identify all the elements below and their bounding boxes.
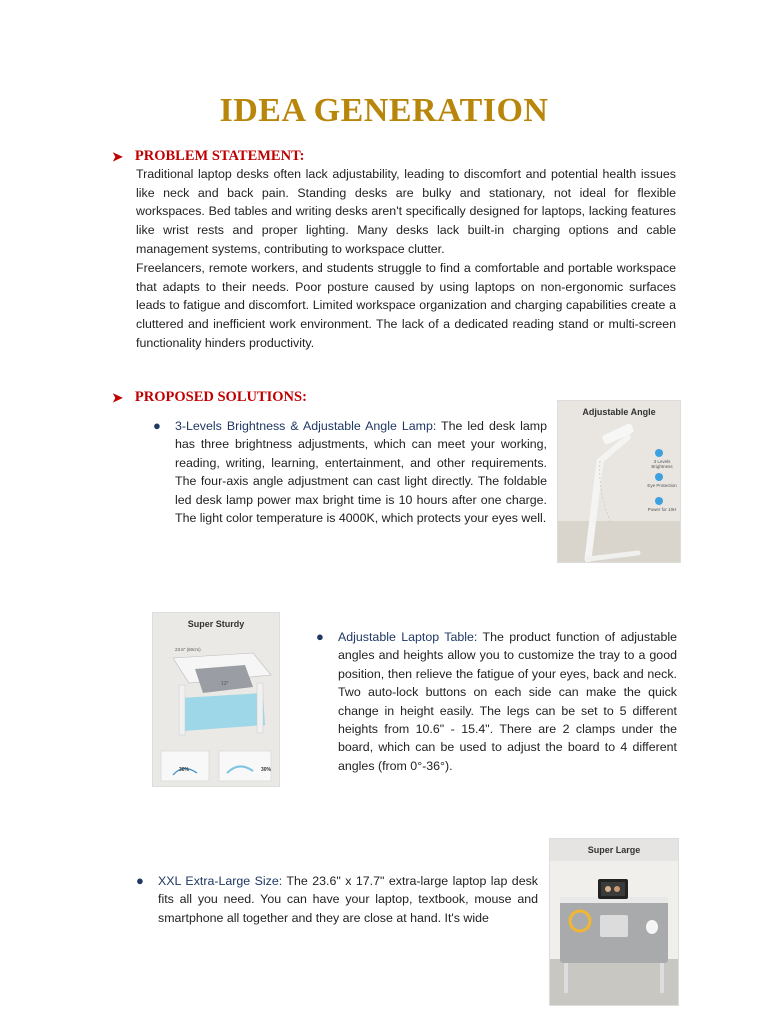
table-image-caption: Super Sturdy (187, 619, 245, 629)
bullet-icon: ● (316, 629, 324, 644)
large-desk-image-caption: Super Large (587, 845, 641, 855)
table-label-30-right: 30% (261, 767, 272, 773)
lamp-label-eye: Eye Protection (647, 483, 677, 488)
solution-item-table (316, 628, 677, 775)
solution-text: The product function of adjustable angles and heights allow you to customize the tray to a good position, then relieve the fatigue of your eyes, back and neck. Two auto-lock buttons on each side can make the quick change in height easily. The legs can be set to 5 different heights from 10.6" - 15.4". There are 2 clamps under the board, which can be used to adjust the board to 4 different angles (from 0°-36°). (338, 630, 677, 773)
arrow-right-icon: ➤ (112, 148, 123, 164)
lamp-illustration (558, 401, 680, 562)
solution-lead: Adjustable Laptop Table: (338, 630, 478, 644)
bullet-icon: ● (153, 418, 161, 433)
solution-item-size (136, 872, 538, 927)
problem-heading-text: PROBLEM STATEMENT: (134, 148, 305, 164)
table-label-width: 23.6" (60cm) (175, 647, 201, 652)
lamp-label-power: Power for 10H (647, 507, 677, 512)
solutions-heading (112, 389, 307, 406)
page-title: IDEA GENERATION (219, 92, 549, 129)
large-desk-illustration (550, 839, 678, 1005)
problem-heading (112, 148, 305, 165)
table-image (152, 612, 280, 787)
solution-item-lamp (153, 417, 547, 527)
solution-text: The 23.6" x 17.7" extra-large laptop lap desk fits all you need. You can have your laptop, textbook, mouse and smartphone all together and they are close at hand. It's wide (158, 874, 538, 925)
solution-lead: XXL Extra-Large Size: (158, 874, 283, 888)
solutions-heading-text: PROPOSED SOLUTIONS: (134, 389, 307, 405)
problem-paragraph-1: Traditional laptop desks often lack adjustability, leading to discomfort and potential health issues like neck and back pain. Standing desks are bulky and stationary, not ideal for flexible workspaces. Bed tables and writing desks aren't specifically designed for laptops, lacking features like wrist rests and proper lighting. Many desks lack built-in charging options and cable management systems, contributing to workspace clutter. (136, 167, 676, 256)
table-illustration (153, 613, 279, 786)
lamp-label-brightness: 3 Levels Brightness (651, 459, 673, 469)
arrow-right-icon: ➤ (112, 389, 123, 405)
table-label-30-left: 30% (179, 767, 190, 773)
lamp-image (557, 400, 681, 563)
bullet-icon: ● (136, 873, 144, 888)
lamp-image-caption: Adjustable Angle (582, 407, 656, 417)
problem-paragraph-2: Freelancers, remote workers, and students struggle to find a comfortable and portable workspace that adapts to their needs. Poor posture caused by using laptops on non-ergonomic surfaces leads to fatigue and discomfort. Limited workspace organization and charging capabilities create a cluttered and inefficient work environment. The lack of a dedicated reading stand or multi-screen functionality hinders productivity. (136, 261, 676, 350)
solution-lead: 3-Levels Brightness & Adjustable Angle Lamp: (175, 419, 437, 433)
table-label-angle: 13° (221, 681, 229, 687)
large-desk-image (549, 838, 679, 1006)
solution-text: The led desk lamp has three brightness adjustments, which can meet your working, reading, writing, learning, entertainment, and other requirements. The four-axis angle adjustment can cast light directly. The foldable led desk lamp power max bright time is 10 hours after one charge. The light color temperature is 4000K, which protects your eyes well. (175, 419, 547, 526)
